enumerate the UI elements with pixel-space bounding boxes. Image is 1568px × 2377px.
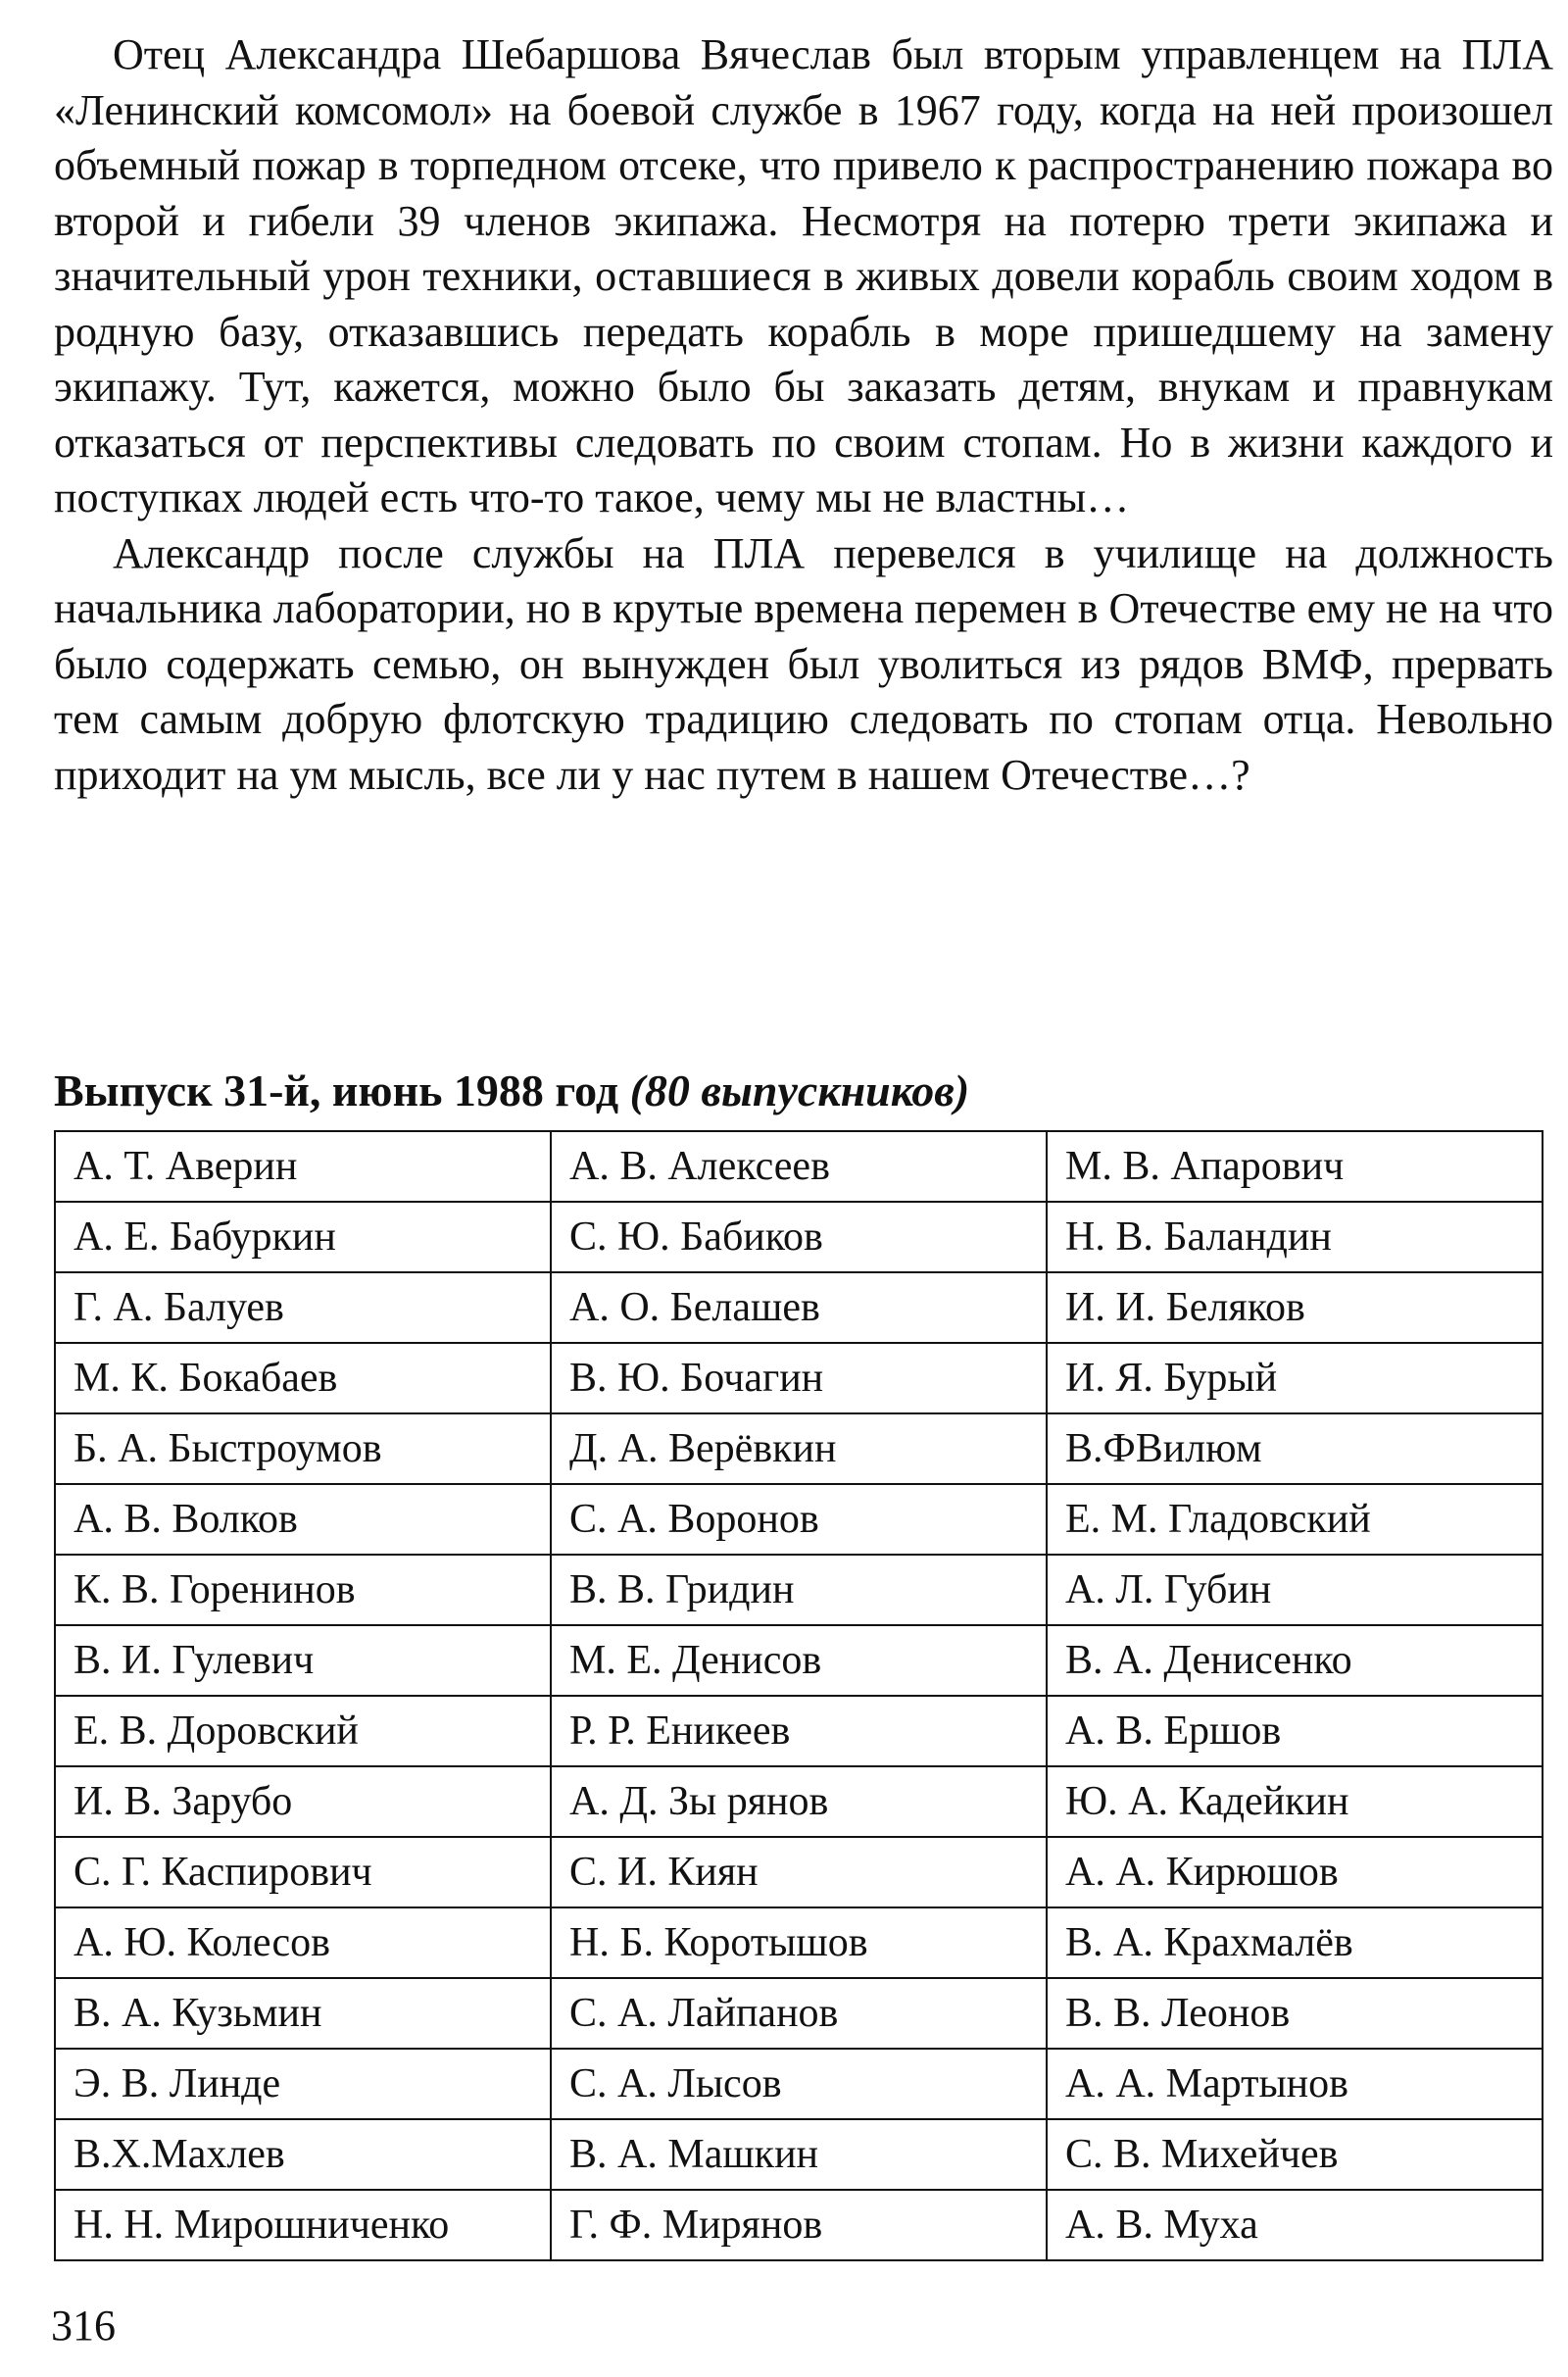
graduate-name-cell: Н. Н. Мирошниченко bbox=[55, 2190, 551, 2260]
graduate-name-cell: А. Ю. Колесов bbox=[55, 1907, 551, 1978]
graduate-name-cell: А. В. Алексеев bbox=[551, 1131, 1047, 1202]
graduate-count: (80 выпускников) bbox=[629, 1065, 970, 1115]
graduate-name-cell: Д. А. Верёвкин bbox=[551, 1413, 1047, 1484]
graduate-name-cell: С. В. Михейчев bbox=[1047, 2119, 1543, 2190]
graduate-name-cell: И. В. Зарубо bbox=[55, 1766, 551, 1837]
paragraph-father-story: Отец Александра Шебаршова Вячеслав был вторым управленцем на ПЛА «Ленинский комсомол» на боевой службе в 1967 году, когда на ней произошел объемный пожар в торпедном отсеке, что привело к распространению пожара во второй и гибели 39 членов экипажа. Несмотря на потерю трети экипажа и значительный урон техники, оставшиеся в живых довели корабль своим ходом в родную базу, отказавшись передать корабль в море пришедшему на замену экипажу. Тут, кажется, можно было бы заказать детям, внукам и правнукам отказаться от перспективы следовать по своим стопам. Но в жизни каждого и поступках людей есть что-то такое, чему мы не властны… bbox=[54, 30, 1553, 521]
graduate-name-cell: В. А. Денисенко bbox=[1047, 1625, 1543, 1696]
graduate-name-cell: А. Л. Губин bbox=[1047, 1555, 1543, 1625]
table-row bbox=[55, 1272, 1543, 1343]
table-row bbox=[55, 1555, 1543, 1625]
graduate-name-cell: Б. А. Быстроумов bbox=[55, 1413, 551, 1484]
graduate-name-cell: С. А. Воронов bbox=[551, 1484, 1047, 1555]
graduate-name-cell: С. И. Киян bbox=[551, 1837, 1047, 1907]
table-row bbox=[55, 1343, 1543, 1413]
graduate-name-cell: С. А. Лысов bbox=[551, 2049, 1047, 2119]
graduate-name-cell: В. И. Гулевич bbox=[55, 1625, 551, 1696]
body-text bbox=[54, 27, 1553, 803]
graduate-name-cell: А. А. Мартынов bbox=[1047, 2049, 1543, 2119]
graduate-name-cell: Е. М. Гладовский bbox=[1047, 1484, 1543, 1555]
graduate-name-cell: А. Е. Бабуркин bbox=[55, 1202, 551, 1272]
graduate-name-cell: И. Я. Бурый bbox=[1047, 1343, 1543, 1413]
graduate-name-cell: Г. Ф. Мирянов bbox=[551, 2190, 1047, 2260]
graduation-heading-main: Выпуск 31-й, июнь 1988 год bbox=[54, 1065, 619, 1115]
table-row bbox=[55, 1978, 1543, 2049]
graduate-name-cell: Е. В. Доровский bbox=[55, 1696, 551, 1766]
table-row bbox=[55, 2049, 1543, 2119]
table-row bbox=[55, 1766, 1543, 1837]
page-number: 316 bbox=[51, 2302, 116, 2350]
graduate-name-cell: С. Г. Каспирович bbox=[55, 1837, 551, 1907]
table-row bbox=[55, 1131, 1543, 1202]
graduate-name-cell: М. В. Апарович bbox=[1047, 1131, 1543, 1202]
graduate-name-cell: А. О. Белашев bbox=[551, 1272, 1047, 1343]
graduate-name-cell: В. В. Гридин bbox=[551, 1555, 1047, 1625]
graduate-name-cell: М. Е. Денисов bbox=[551, 1625, 1047, 1696]
table-row bbox=[55, 2119, 1543, 2190]
graduate-name-cell: Н. Б. Коротышов bbox=[551, 1907, 1047, 1978]
graduate-name-cell: А. В. Ершов bbox=[1047, 1696, 1543, 1766]
graduate-name-cell: Г. А. Балуев bbox=[55, 1272, 551, 1343]
graduate-name-cell: А. В. Волков bbox=[55, 1484, 551, 1555]
paragraph-alexander-career: Александр после службы на ПЛА перевелся в училище на должность начальника лаборатории, но в крутые времена перемен в Отечестве ему не на что было содержать семью, он вынужден был уволиться из рядов ВМФ, прервать тем самым добрую флотскую традицию следовать по стопам отца. Невольно приходит на ум мысль, все ли у нас путем в нашем Отечестве…? bbox=[54, 528, 1553, 799]
graduate-name-cell: А. Д. Зы рянов bbox=[551, 1766, 1047, 1837]
graduate-name-cell: М. К. Бокабаев bbox=[55, 1343, 551, 1413]
graduate-name-cell: В. А. Кузьмин bbox=[55, 1978, 551, 2049]
graduation-heading bbox=[54, 1064, 969, 1118]
graduate-name-cell: А. Т. Аверин bbox=[55, 1131, 551, 1202]
graduate-name-cell: В. Ю. Бочагин bbox=[551, 1343, 1047, 1413]
graduate-name-cell: В.Х.Махлев bbox=[55, 2119, 551, 2190]
graduate-name-cell: В.ФВилюм bbox=[1047, 1413, 1543, 1484]
graduate-name-cell: А. А. Кирюшов bbox=[1047, 1837, 1543, 1907]
table-row bbox=[55, 1696, 1543, 1766]
graduate-name-cell: В. А. Крахмалёв bbox=[1047, 1907, 1543, 1978]
table-row bbox=[55, 1837, 1543, 1907]
graduate-name-cell: Р. Р. Еникеев bbox=[551, 1696, 1047, 1766]
table-row bbox=[55, 2190, 1543, 2260]
graduate-name-cell: Ю. А. Кадейкин bbox=[1047, 1766, 1543, 1837]
graduate-name-cell: Н. В. Баландин bbox=[1047, 1202, 1543, 1272]
graduate-name-cell: С. Ю. Бабиков bbox=[551, 1202, 1047, 1272]
graduates-table-body bbox=[55, 1131, 1543, 2260]
graduate-name-cell: Э. В. Линде bbox=[55, 2049, 551, 2119]
table-row bbox=[55, 1202, 1543, 1272]
graduate-name-cell: В. В. Леонов bbox=[1047, 1978, 1543, 2049]
table-row bbox=[55, 1907, 1543, 1978]
table-row bbox=[55, 1413, 1543, 1484]
graduate-name-cell: С. А. Лайпанов bbox=[551, 1978, 1047, 2049]
graduate-name-cell: К. В. Горенинов bbox=[55, 1555, 551, 1625]
graduates-table bbox=[54, 1130, 1544, 2261]
graduate-name-cell: А. В. Муха bbox=[1047, 2190, 1543, 2260]
table-row bbox=[55, 1625, 1543, 1696]
table-row bbox=[55, 1484, 1543, 1555]
graduate-name-cell: И. И. Беляков bbox=[1047, 1272, 1543, 1343]
graduate-name-cell: В. А. Машкин bbox=[551, 2119, 1047, 2190]
